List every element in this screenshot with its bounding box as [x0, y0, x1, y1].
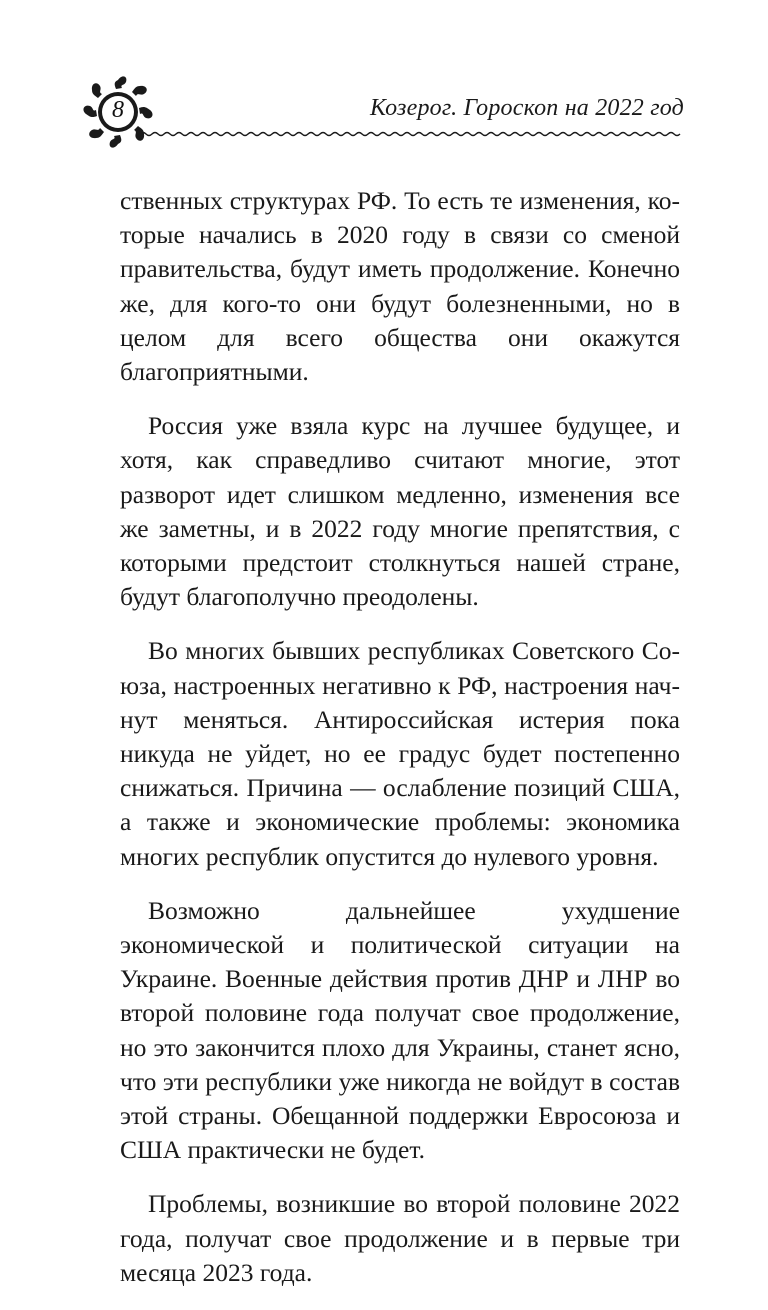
paragraph: Возможно дальнейшее ухудшение экономической и политической ситуации на Украине. Военные действия против ДНР и ЛНР во второй половине года получат свое продолжение, но это закончится плохо для Украины, станет ясно, что эти республики уже никогда не войдут в состав этой страны. Обещанной поддержки Евросоюза и США практически не будет.	[120, 895, 680, 1165]
header-rule	[140, 130, 684, 138]
paragraph: ственных структурах РФ. То есть те изменения, которые начались в 2020 году в связи со сменой правительства, будут иметь продолжение. Конечно же, для кого-то они будут болезненными, но в целом для всего общества они окажутся благоприятными.	[120, 186, 680, 387]
running-title: Козерог. Гороскоп на 2022 год	[369, 95, 684, 121]
page-header	[78, 72, 684, 152]
page-number: 8	[112, 97, 124, 123]
paragraph: Проблемы, возникшие во второй половине 2022 года, получат свое продолжение и в первые три месяца 2023 года.	[120, 1189, 680, 1287]
paragraph: Во многих бывших республиках Советского Союза, настроенных негативно к РФ, настроения начнут меняться. Антироссийская истерия пока никуда не уйдет, но ее градус будет постепенно снижаться. Причина — ослабление позиций США, а также и экономические проблемы: экономика многих республик опустится до нулевого уровня.	[120, 636, 680, 871]
body-text	[120, 184, 680, 1310]
paragraph: Россия уже взяла курс на лучшее будущее, и хотя, как справедливо считают многие, этот разворот идет слишком медленно, изменения все же заметны, и в 2022 году многие препятствия, с которыми предстоит столкнуться нашей стране, будут благополучно преодолены.	[120, 411, 680, 612]
